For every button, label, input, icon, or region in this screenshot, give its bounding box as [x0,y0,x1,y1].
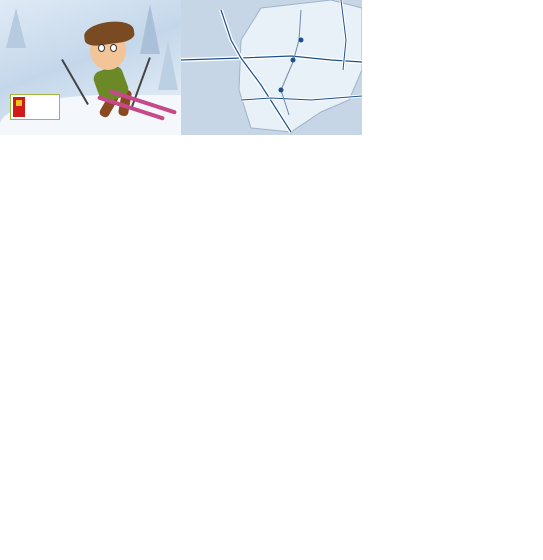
character-eye [98,44,105,52]
map-graphic [181,0,362,135]
snowy-tree [6,8,26,48]
skier-photo-panel [0,0,181,135]
region-map [181,0,362,135]
character-hair [83,19,136,48]
character-eye [110,44,117,52]
ferienland-logo [10,94,60,120]
snowy-tree [158,40,178,90]
snowy-tree [140,4,160,54]
